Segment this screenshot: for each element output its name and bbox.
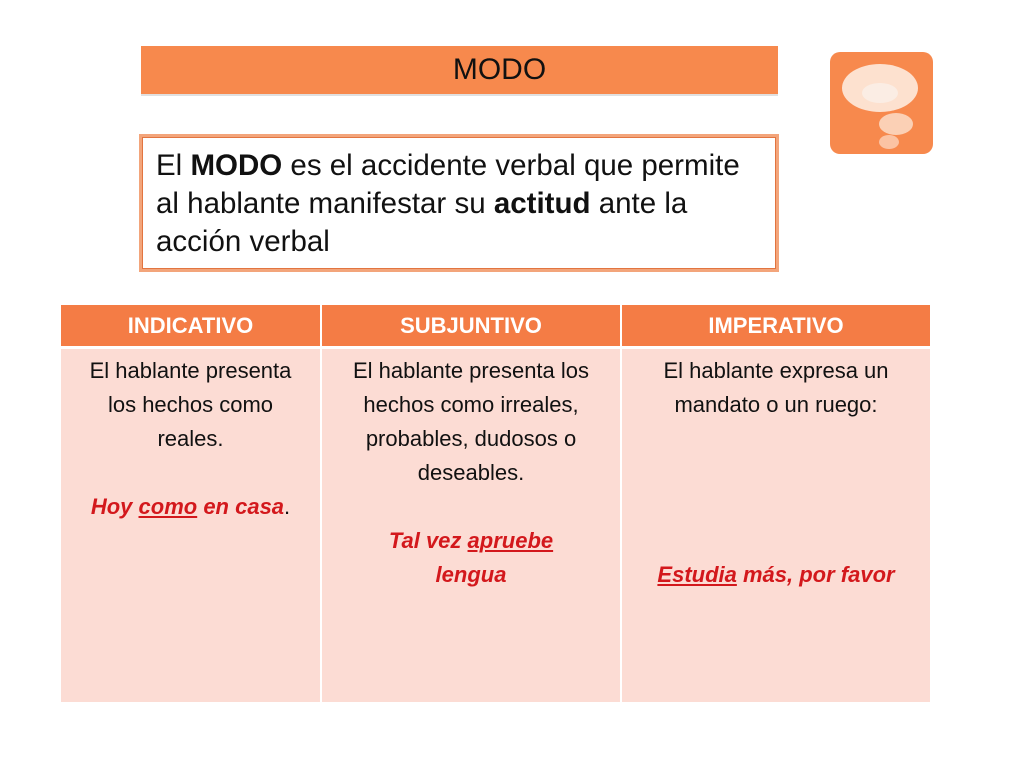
description-indicativo: El hablante presenta los hechos como reales. bbox=[89, 358, 292, 451]
definition-term-actitud: actitud bbox=[493, 187, 591, 220]
thought-bubble-tile bbox=[830, 52, 933, 154]
header-imperativo: IMPERATIVO bbox=[620, 305, 930, 349]
header-subjuntivo: SUBJUNTIVO bbox=[320, 305, 620, 349]
definition-box bbox=[139, 134, 779, 272]
definition-term-modo: MODO bbox=[190, 149, 283, 182]
header-indicativo: INDICATIVO bbox=[61, 305, 320, 349]
definition-text-1: El bbox=[156, 149, 191, 182]
cell-imperativo bbox=[620, 349, 930, 702]
title-banner bbox=[141, 46, 778, 96]
definition-text-2: es el accidente verbal que permite al hablante manifestar su bbox=[156, 149, 740, 220]
cell-indicativo bbox=[61, 349, 320, 702]
verb-estudia: Estudia bbox=[657, 562, 737, 587]
thought-bubble-icon bbox=[830, 52, 933, 154]
definition-text-3: ante la acción verbal bbox=[156, 187, 688, 258]
verb-apruebe: apruebe bbox=[467, 528, 554, 553]
verb-como: como bbox=[138, 494, 198, 519]
example-imperativo: Estudia más, por favor bbox=[657, 562, 895, 587]
cell-subjuntivo bbox=[320, 349, 620, 702]
example-subjuntivo: Tal vez apruebe lengua bbox=[388, 528, 554, 587]
page-title: MODO bbox=[452, 53, 547, 86]
modes-table bbox=[61, 305, 930, 702]
example-indicativo: Hoy como en casa. bbox=[90, 494, 291, 519]
description-imperativo: El hablante expresa un mandato o un ruego: bbox=[663, 358, 889, 417]
description-subjuntivo: El hablante presenta los hechos como irreales, probables, dudosos o deseables. bbox=[352, 358, 590, 485]
